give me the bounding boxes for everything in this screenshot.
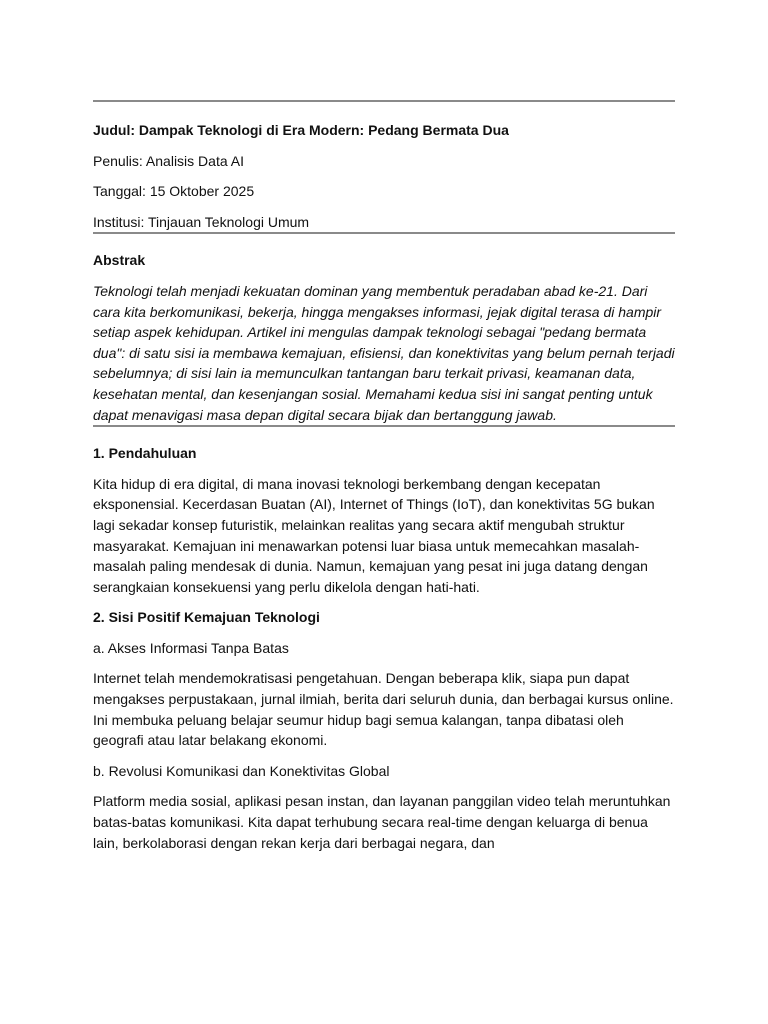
top-divider (93, 100, 675, 102)
subsection-heading-a: a. Akses Informasi Tanpa Batas (93, 639, 289, 656)
abstract-body: Teknologi telah menjadi kekuatan dominan yang membentuk peradaban abad ke-21. Dari cara kita berkomunikasi, bekerja, hingga mengakses informasi, jejak digital terasa di hampir setiap aspek kehidupan. Artikel ini mengulas dampak teknologi sebagai "pedang bermata dua": di satu sisi ia membawa kemajuan, efisiensi, dan konektivitas yang belum pernah terjadi sebelumnya; di sisi lain ia memunculkan tantangan baru terkait privasi, keamanan data, kesehatan mental, dan kesenjangan sosial. Memahami kedua sisi ini sangat penting untuk dapat menavigasi masa depan digital secara bijak dan bertanggung jawab. (93, 282, 675, 423)
document-content (93, 100, 675, 853)
metadata-divider (93, 232, 675, 234)
section-body-intro: Kita hidup di era digital, di mana inovasi teknologi berkembang dengan kecepatan eksponensial. Kecerdasan Buatan (AI), Internet of Things (IoT), dan konektivitas 5G bukan lagi sekadar konsep futuristik, melainkan realitas yang secara aktif mengubah struktur masyarakat. Kemajuan ini menawarkan potensi luar biasa untuk memecahkan masalah-masalah paling mendesak di dunia. Namun, kemajuan yang pesat ini juga datang dengan serangkaian konsekuensi yang perlu dikelola dengan hati-hati. (93, 475, 655, 595)
abstract-divider (93, 425, 675, 427)
subsection-heading-b: b. Revolusi Komunikasi dan Konektivitas Global (93, 762, 390, 779)
subsection-body-a: Internet telah mendemokratisasi pengetahuan. Dengan beberapa klik, siapa pun dapat mengakses perpustakaan, jurnal ilmiah, berita dari seluruh dunia, dan berbagai kursus online. Ini membuka peluang belajar seumur hidup bagi semua kalangan, tanpa dibatasi oleh geografi atau latar belakang ekonomi. (93, 670, 674, 749)
author-line: Penulis: Analisis Data AI (93, 152, 244, 169)
abstract-heading: Abstrak (93, 252, 146, 269)
section-heading-intro: 1. Pendahuluan (93, 445, 197, 462)
subsection-body-b: Platform media sosial, aplikasi pesan instan, dan layanan panggilan video telah meruntuhkan batas-batas komunikasi. Kita dapat terhubung secara real-time dengan keluarga di benua lain, berkolaborasi dengan rekan kerja dari berbagai negara, dan (93, 793, 671, 851)
date-line: Tanggal: 15 Oktober 2025 (93, 183, 255, 200)
section-heading-positive: 2. Sisi Positif Kemajuan Teknologi (93, 609, 320, 626)
document-title: Judul: Dampak Teknologi di Era Modern: Pedang Bermata Dua (93, 122, 509, 138)
institution-line: Institusi: Tinjauan Teknologi Umum (93, 213, 310, 230)
